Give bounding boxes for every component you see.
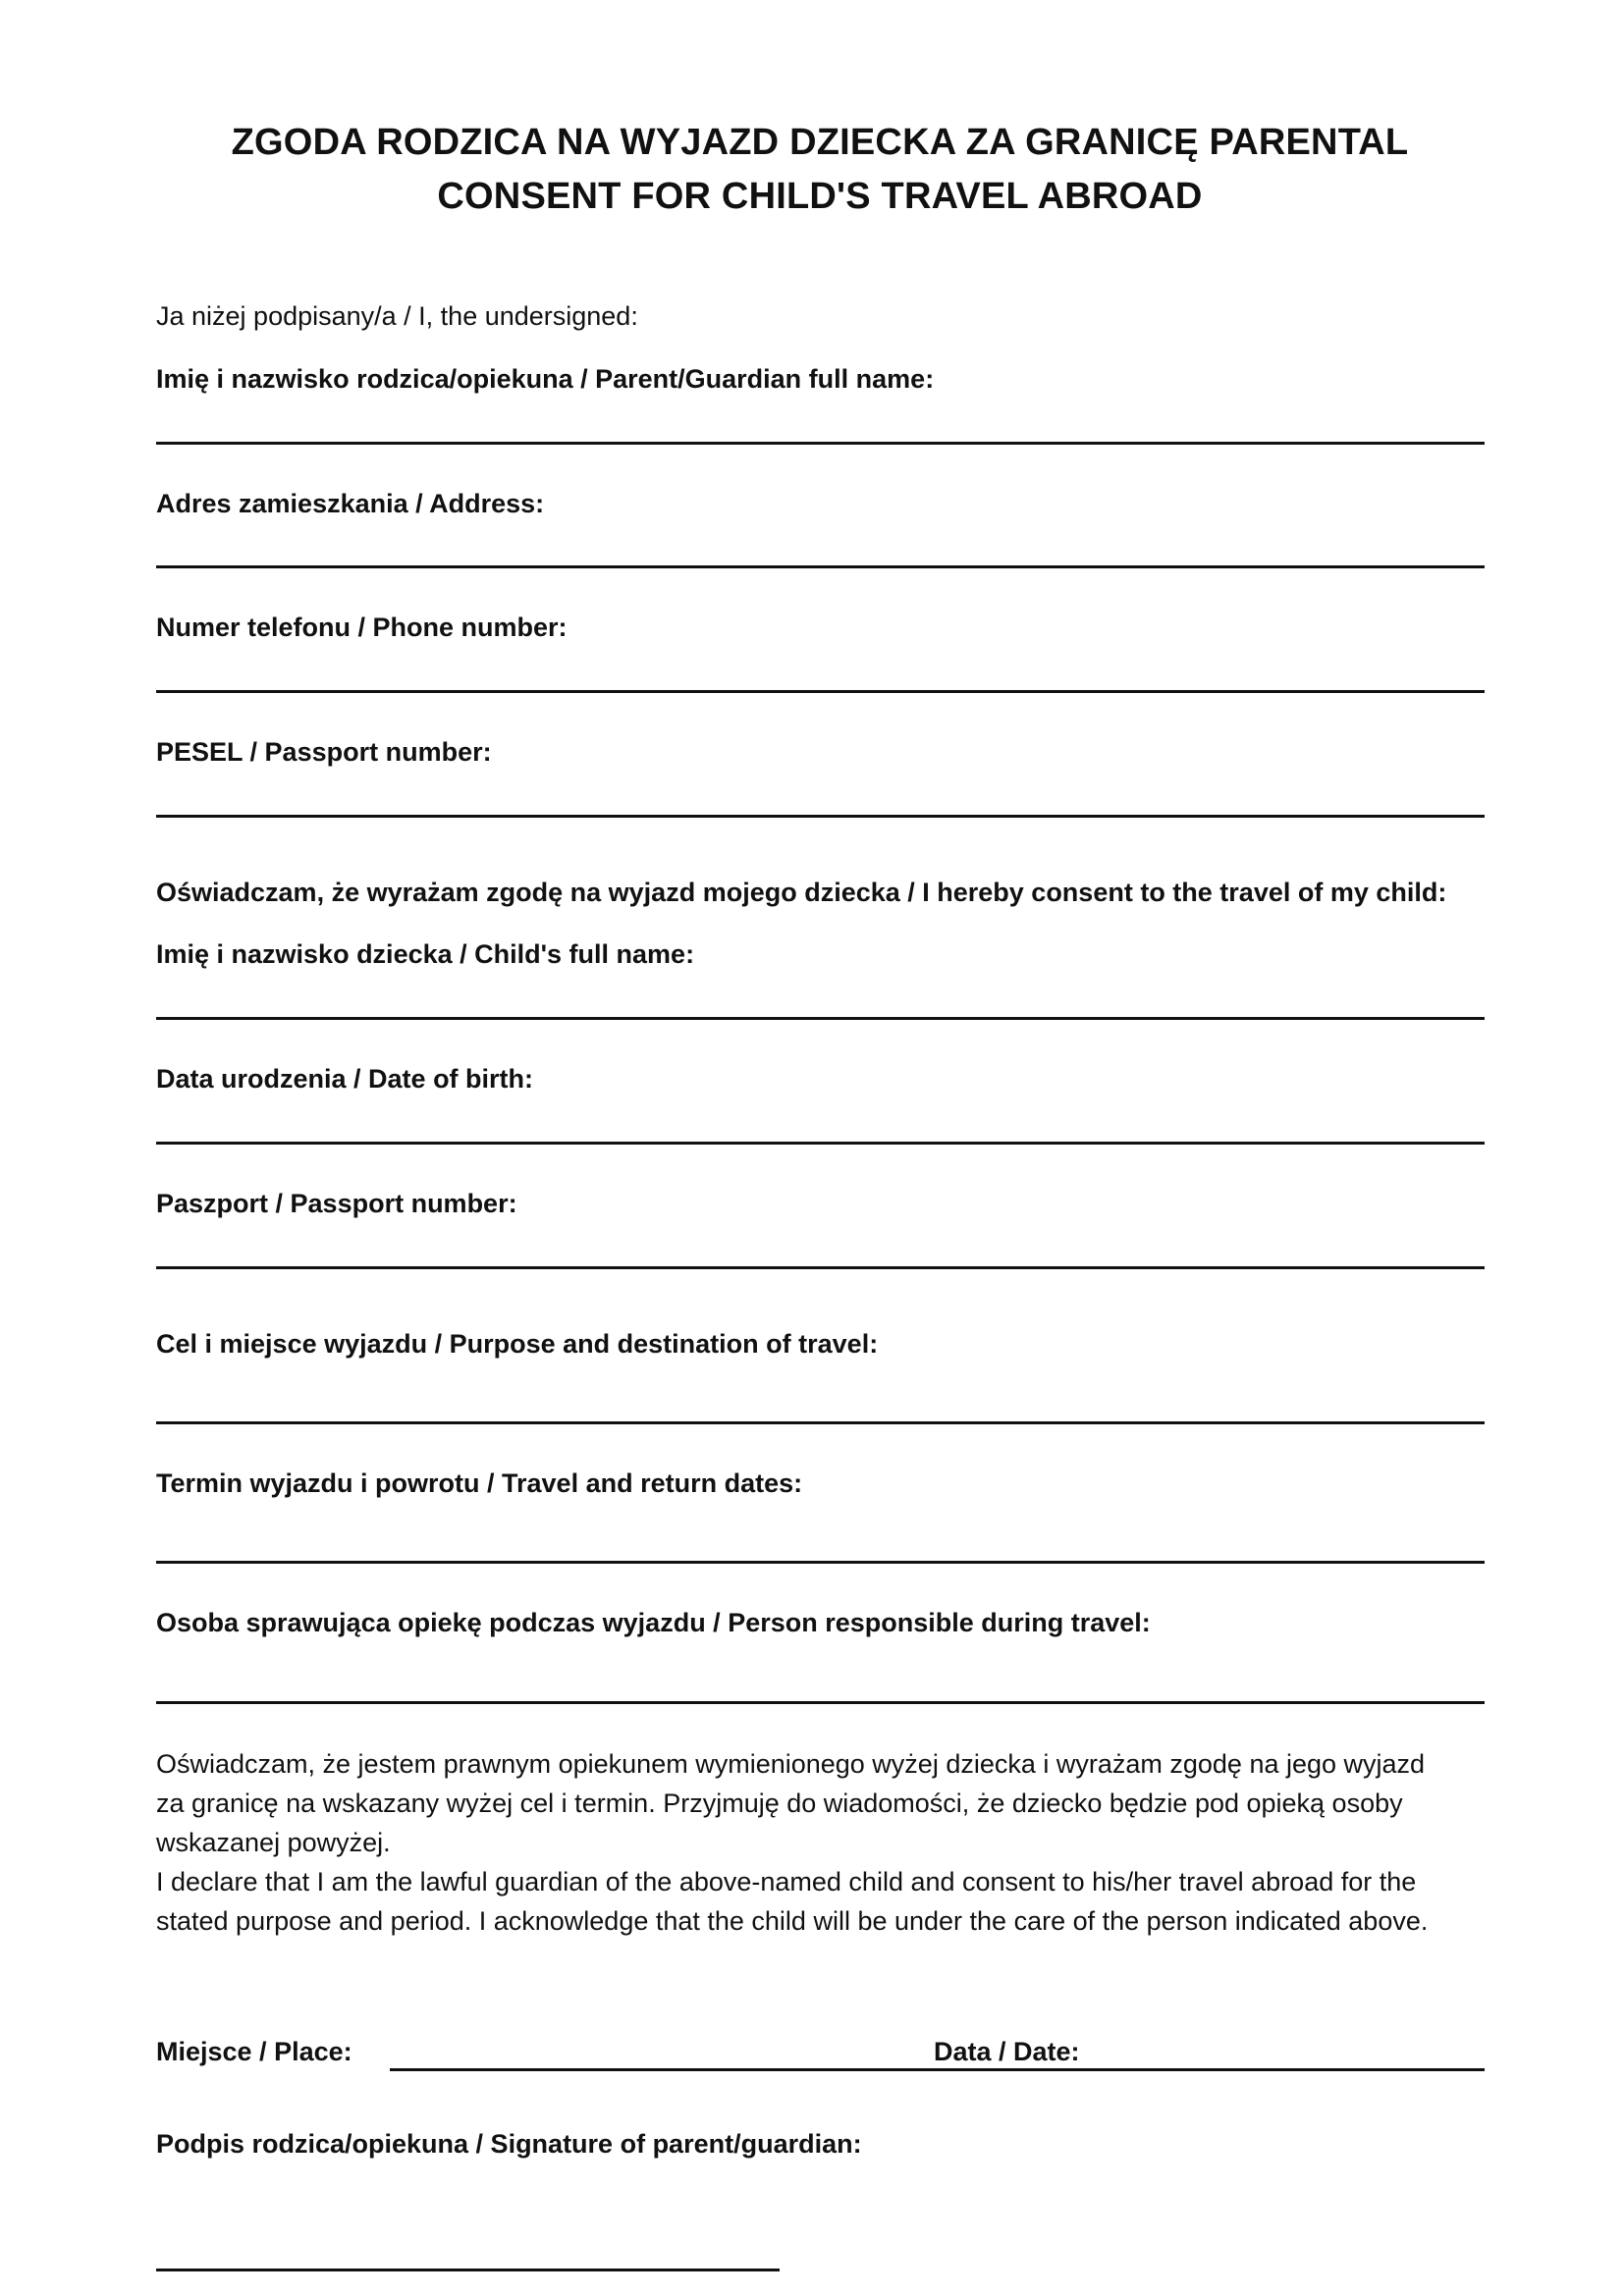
title-line-1: ZGODA RODZICA NA WYJAZD DZIECKA ZA GRANICĘ PARENTAL	[231, 122, 1409, 163]
signature-label: Podpis rodzica/opiekuna / Signature of parent/guardian:	[156, 2129, 862, 2159]
declaration-pl-line-3: wskazanej powyżej.	[156, 1828, 391, 1857]
dob-field[interactable]	[156, 1142, 1485, 1145]
passport-field[interactable]	[156, 1266, 1485, 1269]
purpose-field[interactable]	[156, 1421, 1485, 1424]
address-field[interactable]	[156, 565, 1485, 568]
place-label: Miejsce / Place:	[156, 2037, 352, 2066]
document-title	[157, 116, 1483, 224]
purpose-label: Cel i miejsce wyjazdu / Purpose and destination of travel:	[156, 1329, 879, 1359]
declaration-pl-line-2: za granicę na wskazany wyżej cel i termin. Przyjmuję do wiadomości, że dziecko będzie pod opieką osoby	[156, 1789, 1403, 1818]
child-name-label: Imię i nazwisko dziecka / Child's full name:	[156, 939, 695, 969]
declaration-pl-line-1: Oświadczam, że jestem prawnym opiekunem wymienionego wyżej dziecka i wyrażam zgodę na jego wyjazd	[156, 1749, 1426, 1779]
declaration-en-line-2: stated purpose and period. I acknowledge that the child will be under the care of the person indicated above.	[156, 1906, 1429, 1936]
intro-text: Ja niżej podpisany/a / I, the undersigned:	[156, 301, 638, 331]
responsible-field[interactable]	[156, 1701, 1485, 1704]
dates-field[interactable]	[156, 1561, 1485, 1564]
dates-label: Termin wyjazdu i powrotu / Travel and return dates:	[156, 1468, 803, 1498]
child-name-field[interactable]	[156, 1017, 1485, 1020]
parent-name-label: Imię i nazwisko rodzica/opiekuna / Parent/Guardian full name:	[156, 364, 935, 394]
passport-label: Paszport / Passport number:	[156, 1189, 517, 1218]
declaration-text	[156, 1744, 1511, 1941]
pesel-label: PESEL / Passport number:	[156, 737, 492, 767]
date-label: Data / Date:	[934, 2037, 1080, 2066]
consent-statement: Oświadczam, że wyrażam zgodę na wyjazd mojego dziecka / I hereby consent to the travel of my child:	[156, 878, 1447, 907]
parent-name-field[interactable]	[156, 442, 1485, 445]
phone-label: Numer telefonu / Phone number:	[156, 613, 568, 642]
declaration-en-line-1: I declare that I am the lawful guardian of the above-named child and consent to his/her travel abroad for the	[156, 1867, 1417, 1896]
pesel-field[interactable]	[156, 815, 1485, 818]
dob-label: Data urodzenia / Date of birth:	[156, 1064, 534, 1094]
address-label: Adres zamieszkania / Address:	[156, 489, 545, 518]
responsible-label: Osoba sprawująca opiekę podczas wyjazdu / Person responsible during travel:	[156, 1608, 1151, 1637]
place-date-field[interactable]	[390, 2068, 1485, 2071]
phone-field[interactable]	[156, 690, 1485, 693]
signature-field[interactable]	[156, 2269, 780, 2271]
title-line-2: CONSENT FOR CHILD'S TRAVEL ABROAD	[437, 176, 1203, 217]
